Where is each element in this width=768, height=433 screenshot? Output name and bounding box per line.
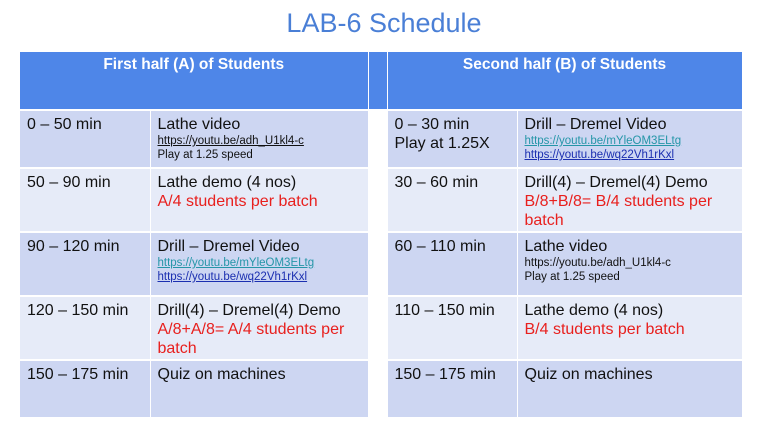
video-link[interactable]: https://youtu.be/mYleOM3ELtg [524,135,682,147]
time-cell-a: 90 – 120 min [20,232,150,296]
header-gap [368,52,387,110]
time-cell-a: 50 – 90 min [20,168,150,232]
activity-title: Lathe demo (4 nos) [524,302,664,319]
header-first-half: First half (A) of Students [20,52,368,110]
video-link[interactable]: https://youtu.be/wq22Vh1rKxl [524,149,675,161]
speed-note: Play at 1.25X [394,135,490,152]
table-row [20,296,742,360]
batch-note: A/4 students per batch [157,193,318,210]
activity-cell-a [150,168,368,232]
video-link[interactable]: https://youtu.be/adh_U1kl4-c [157,135,304,147]
page-title: LAB-6 Schedule [286,8,482,38]
table-header-row [20,52,742,110]
activity-title: Lathe video [157,116,241,133]
table-row [20,360,742,418]
activity-cell-b [517,296,742,360]
video-link[interactable]: https://youtu.be/wq22Vh1rKxl [157,271,308,283]
time-cell-b: 150 – 175 min [387,360,517,418]
video-link[interactable]: https://youtu.be/mYleOM3ELtg [157,257,315,269]
activity-title: Drill – Dremel Video [524,116,667,133]
header-second-half: Second half (B) of Students [387,52,742,110]
activity-cell-a [150,360,368,418]
column-gap [368,232,387,296]
activity-cell-b [517,110,742,168]
activity-title: Quiz on machines [157,366,286,383]
table-row [20,168,742,232]
activity-cell-b [517,168,742,232]
activity-cell-b [517,360,742,418]
schedule-table [20,52,743,419]
activity-note: Play at 1.25 speed [157,149,253,161]
time-cell-a: 150 – 175 min [20,360,150,418]
activity-cell-a [150,296,368,360]
batch-note: B/4 students per batch [524,321,685,338]
activity-title: Drill(4) – Dremel(4) Demo [157,302,341,319]
time-cell-a: 120 – 150 min [20,296,150,360]
batch-note: A/8+A/8= A/4 students per batch [157,321,345,357]
activity-cell-a [150,232,368,296]
activity-cell-a [150,110,368,168]
time-cell-a: 0 – 50 min [20,110,150,168]
activity-title: Lathe demo (4 nos) [157,174,297,191]
time-cell-b: 30 – 60 min [387,168,517,232]
activity-note: Play at 1.25 speed [524,271,620,283]
activity-title: Quiz on machines [524,366,653,383]
time-cell-b: 0 – 30 min Play at 1.25X [387,110,517,168]
table-row [20,110,742,168]
activity-title: Drill(4) – Dremel(4) Demo [524,174,708,191]
column-gap [368,110,387,168]
activity-title: Lathe video [524,238,608,255]
batch-note: B/8+B/8= B/4 students per batch [524,193,713,229]
time-cell-b: 60 – 110 min [387,232,517,296]
column-gap [368,296,387,360]
activity-cell-b [517,232,742,296]
activity-title: Drill – Dremel Video [157,238,300,255]
time-cell-b: 110 – 150 min [387,296,517,360]
column-gap [368,168,387,232]
video-link-text: https://youtu.be/adh_U1kl4-c [524,257,671,269]
column-gap [368,360,387,418]
table-row [20,232,742,296]
